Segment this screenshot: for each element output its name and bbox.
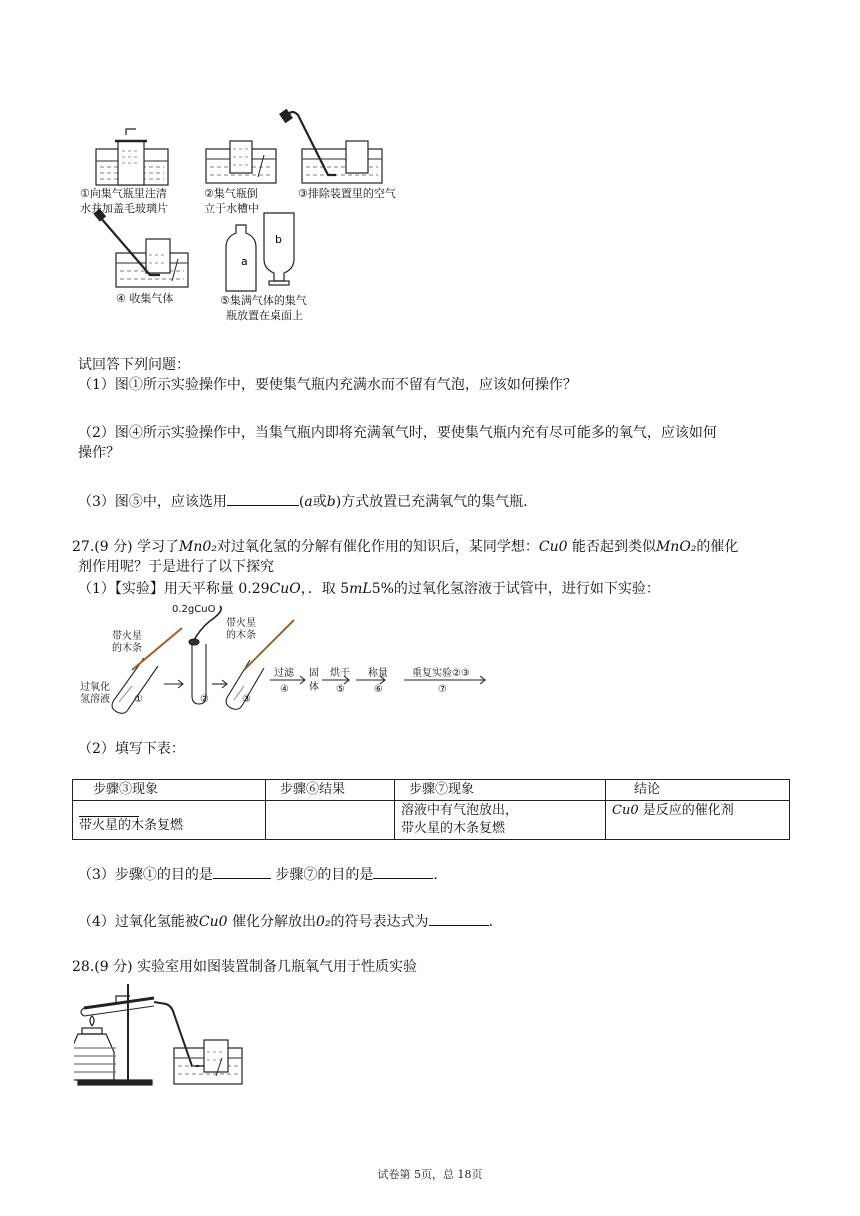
cell-text: 带火星的木条复燃 [79, 818, 184, 833]
caption-5b: 瓶放置在桌面上 [226, 309, 303, 322]
table-row [73, 801, 790, 840]
bottle-b-label: b [275, 233, 282, 246]
page-footer: 试卷第 5页，总 18页 [377, 1168, 483, 1181]
results-table [72, 779, 790, 840]
splint-label-2b: 的木条 [226, 630, 256, 641]
answer-blank[interactable] [227, 491, 299, 506]
q27-sub2: （2）填写下表： [78, 741, 185, 757]
q26-part2-line1: （2）图④所示实验操作中，当集气瓶内即将充满氧气时，要使集气瓶内充有尽可能多的氧气，应该如何 [78, 425, 717, 441]
q27-sub1-b: ，．取 5 [300, 581, 350, 597]
caption-3: ③排除装置里的空气 [298, 187, 396, 200]
q27-heading-line2: 剂作用呢？于是进行了以下探究 [78, 559, 274, 575]
q27-head-b: 对过氧化氢的分解有催化作用的知识后，某同学想： [216, 539, 539, 555]
answer-blank[interactable] [213, 864, 271, 879]
caption-1b: 水并加盖毛玻璃片 [80, 202, 168, 215]
q27-sub3 [78, 864, 438, 885]
diagram-4 [94, 209, 188, 287]
caption-2a: ②集气瓶倒 [204, 187, 258, 200]
answer-blank[interactable] [373, 864, 433, 879]
q27-head-d: 的催化 [696, 539, 739, 555]
h2o2-label-b: 氢溶液 [80, 694, 110, 705]
diagram-3 [280, 110, 382, 183]
splint-label-1b: 的木条 [112, 643, 142, 654]
step-1-marker: ① [134, 694, 143, 705]
q26-part1: （1）图①所示实验操作中，要使集气瓶内充满水而不留有气泡，应该如何操作？ [78, 377, 577, 393]
q26-part3 [78, 491, 528, 512]
table-header-cell: 步骤⑦现象 [395, 780, 606, 801]
q27-sub4-c: 的符号表达式为 [330, 914, 429, 930]
step-5-marker: ⑤ [336, 684, 345, 695]
q27-heading [72, 537, 738, 557]
splint-label-1a: 带火星 [112, 631, 142, 642]
q26-part3-suffix: 方式放置已充满氧气的集气瓶. [341, 494, 528, 510]
oxygen-apparatus-figure [74, 982, 254, 1088]
cell-text: 带火星的木条复燃 [401, 821, 506, 836]
q27-sub1-c: 5%的过氧化氢溶液于试管中，进行如下实验： [371, 581, 660, 597]
q27-sub1 [78, 579, 660, 599]
q26-intro: 试回答下列问题： [78, 357, 190, 373]
formula-mno2-2: MnO₂ [655, 539, 697, 555]
q27-sub4 [78, 911, 493, 932]
q27-sub3-c: . [433, 867, 438, 883]
formula-cuo: Cu0 [538, 539, 568, 555]
table-cell[interactable] [266, 801, 395, 840]
q28-heading: 28.(9 分) 实验室用如图装置制备几瓶氧气用于性质实验 [72, 959, 417, 975]
cuo-mass-label: 0.2gCuO [172, 604, 216, 615]
solid-label-b: 体 [309, 682, 319, 693]
step-2-marker: ② [200, 694, 209, 705]
step-3-marker: ③ [242, 694, 251, 705]
cell-text: 是反应的催化剂 [638, 803, 734, 818]
table-header-cell: 结论 [606, 780, 790, 801]
table-header-row [73, 780, 790, 801]
q27-head-a: 27.(9 分) 学习了 [72, 539, 179, 555]
formula-cuo-4: Cu0 [198, 914, 228, 930]
filter-label: 过滤 [274, 668, 294, 679]
q26-part3-prefix: （3）图⑤中，应该选用 [78, 494, 227, 510]
cell-text: 溶液中有气泡放出， [401, 803, 519, 818]
repeat-label: 重复实验②③ [412, 668, 470, 679]
step-7-marker: ⑦ [438, 684, 447, 695]
diagram-5 [226, 213, 294, 291]
q27-sub4-d: . [488, 914, 493, 930]
table-cell [73, 801, 266, 840]
formula-mno2: Mn0₂ [179, 539, 217, 555]
unit-ml: mL [349, 581, 372, 597]
answer-blank[interactable] [429, 911, 489, 926]
caption-4: ④ 收集气体 [116, 292, 174, 305]
diagram-2 [206, 141, 276, 183]
q27-sub3-a: （3）步骤①的目的是 [78, 867, 213, 883]
answer-blank[interactable] [79, 802, 139, 817]
q27-sub1-a: （1）【实验】用天平称量 0.29 [78, 581, 270, 597]
formula-cuo-2: CuO [269, 581, 301, 597]
formula-o2: 0₂ [316, 914, 331, 930]
q27-sub4-a: （4）过氧化氢能被 [78, 914, 199, 930]
solid-label-a: 固 [309, 668, 319, 679]
table-header-cell: 步骤③现象 [73, 780, 266, 801]
table-header-cell: 步骤⑥结果 [266, 780, 395, 801]
dry-label: 烘干 [330, 668, 350, 679]
caption-5a: ⑤集满气体的集气 [220, 294, 307, 307]
step-6-marker: ⑥ [374, 684, 383, 695]
table-cell [395, 801, 606, 840]
q27-head-c: 能否起到类似 [567, 539, 656, 555]
weigh-label: 称量 [368, 668, 388, 679]
bottle-a-label: a [241, 255, 248, 268]
q27-sub3-b: 步骤⑦的目的是 [270, 867, 374, 883]
splint-label-2a: 带火星 [226, 618, 256, 629]
formula-cuo-3: Cu0 [612, 803, 639, 818]
q27-sub4-b: 催化分解放出 [227, 914, 317, 930]
caption-2b: 立于水槽中 [204, 202, 259, 215]
diagram-1 [96, 129, 168, 185]
table-cell [606, 801, 790, 840]
h2o2-label-a: 过氧化 [80, 682, 110, 693]
step-4-marker: ④ [280, 684, 289, 695]
q26-part2-line2: 操作？ [78, 445, 120, 461]
caption-1a: ①向集气瓶里注清 [80, 187, 167, 200]
q26-part3-choice: (𝑎或𝑏) [298, 494, 342, 510]
